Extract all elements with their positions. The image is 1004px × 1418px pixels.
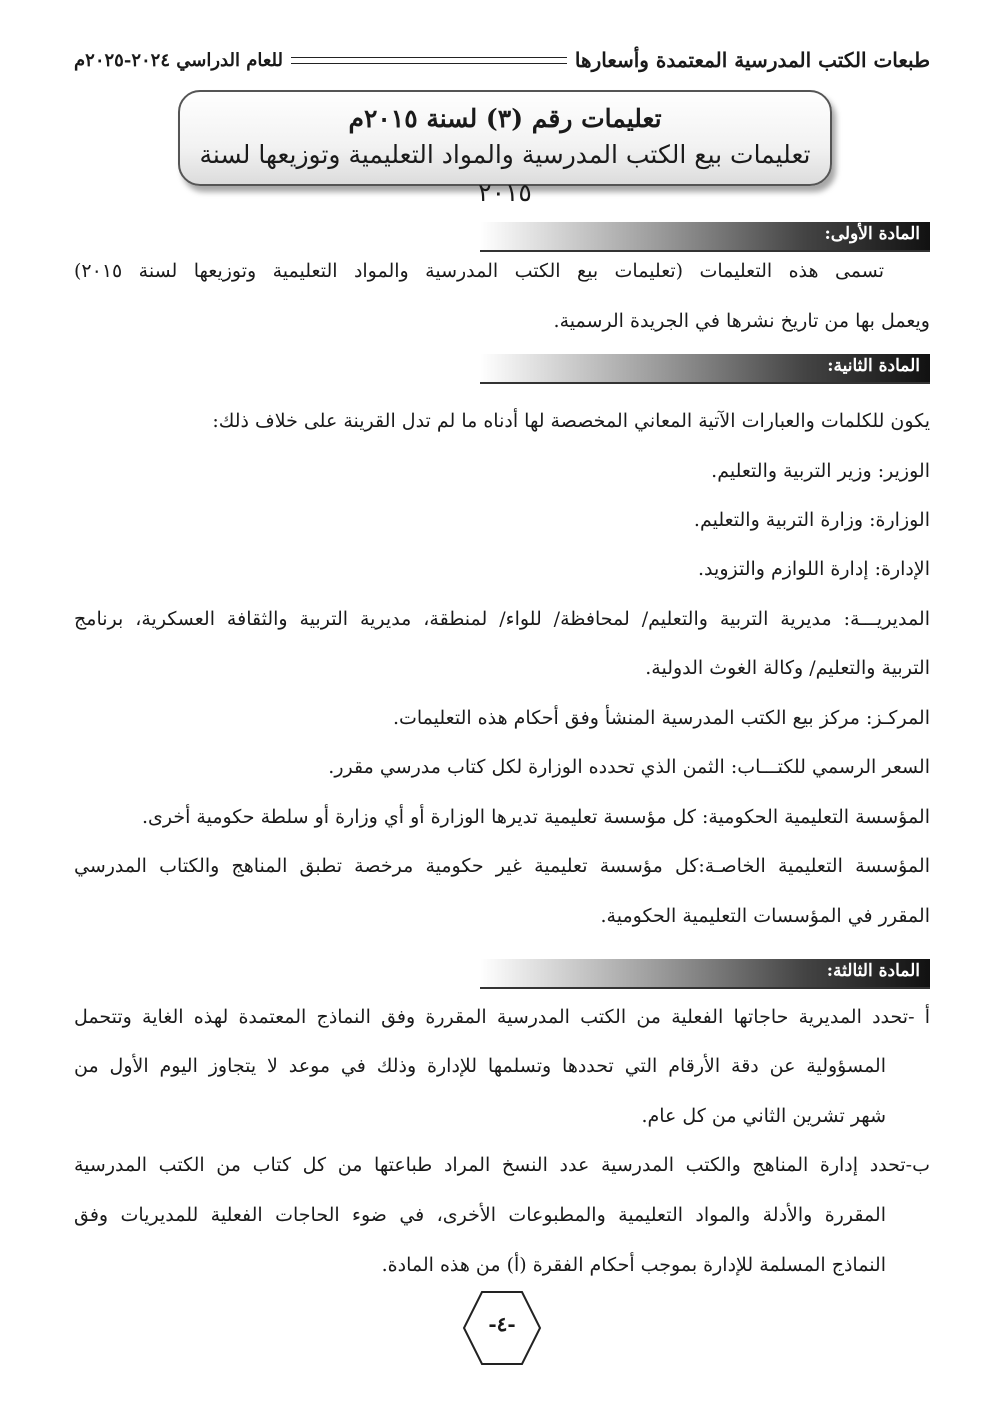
article-3-line-1: أ -تحدد المديرية حاجاتها الفعلية من الكتب المدرسية المقررة وفق النماذج المعتمدة لهذه الغاية وتتحمل [74, 1006, 930, 1028]
article-1-line-2: ويعمل بها من تاريخ نشرها في الجريدة الرسمية. [553, 310, 930, 332]
article-3-line-6: النماذج المسلمة للإدارة بموجب أحكام الفقرة (أ) من هذه المادة. [381, 1254, 886, 1276]
header-year: للعام الدراسي ٢٠٢٤-٢٠٢٥م [74, 49, 283, 71]
article-1-heading-bar [480, 222, 930, 252]
article-2-line-11: المقرر في المؤسسات التعليمية الحكومية. [600, 905, 930, 927]
article-2-line-5: المديريـــة: مديرية التربية والتعليم/ لمحافظة/ للواء/ لمنطقة، مديرية التربية والثقافة العسكرية، برنامج [74, 608, 930, 630]
article-2-line-10: المؤسسة التعليمية الخاصـة:كل مؤسسة تعليمية غير حكومية مرخصة تطبق المناهج والكتاب المدرسي [74, 855, 930, 877]
header-double-rule [291, 57, 567, 64]
article-2-line-1: يكون للكلمات والعبارات الآتية المعاني المخصصة لها أدناه ما لم تدل القرينة على خلاف ذلك: [212, 410, 930, 432]
title-box [178, 90, 832, 207]
article-2-line-3: الوزارة: وزارة التربية والتعليم. [693, 509, 930, 531]
article-3-line-2: المسؤولية عن دقة الأرقام التي تحددها وتسلمها للإدارة وذلك في موعد لا يتجاوز اليوم الأول من [74, 1055, 886, 1077]
article-3-line-4: ب-تحدد إدارة المناهج والكتب المدرسية عدد النسخ المراد طباعتها من كل كتاب من الكتب المدرسية [74, 1154, 930, 1176]
article-1-heading: المادة الأولى: [824, 224, 920, 244]
article-3-line-3: شهر تشرين الثاني من كل عام. [641, 1105, 886, 1127]
article-3-heading-bar [480, 959, 930, 989]
article-2-heading: المادة الثانية: [827, 356, 920, 376]
running-header [74, 42, 930, 78]
article-2-line-9: المؤسسة التعليمية الحكومية: كل مؤسسة تعليمية تديرها الوزارة أو أي وزارة أو سلطة حكومية أخرى. [141, 806, 930, 828]
instructions-number-title: تعليمات رقم (٣) لسنة ٢٠١٥م [348, 104, 662, 133]
article-1-line-1: تسمى هذه التعليمات (تعليمات بيع الكتب المدرسية والمواد التعليمية وتوزيعها لسنة ٢٠١٥) [74, 260, 884, 282]
article-2-heading-bar [480, 354, 930, 384]
header-title: طبعات الكتب المدرسية المعتمدة وأسعارها [574, 48, 930, 72]
article-2-line-6: التربية والتعليم/ وكالة الغوث الدولية. [645, 657, 930, 679]
article-2-line-7: المركـز: مركز بيع الكتب المدرسية المنشأ وفق أحكام هذه التعليمات. [392, 707, 930, 729]
instructions-full-title: تعليمات بيع الكتب المدرسية والمواد التعليمية وتوزيعها لسنة ٢٠١٥ [199, 140, 811, 207]
article-3-heading: المادة الثالثة: [826, 961, 920, 981]
article-2-line-4: الإدارة: إدارة اللوازم والتزويد. [698, 558, 930, 580]
article-3-line-5: المقررة والأدلة والمواد التعليمية والمطبوعات الأخرى، في ضوء الحاجات الفعلية للمديريات وفق [74, 1204, 886, 1226]
article-2-line-8: السعر الرسمي للكتـــاب: الثمن الذي تحدده الوزارة لكل كتاب مدرسي مقرر. [328, 756, 930, 778]
article-2-line-2: الوزير: وزير التربية والتعليم. [711, 460, 930, 482]
page-number: -٤- [488, 1312, 516, 1336]
